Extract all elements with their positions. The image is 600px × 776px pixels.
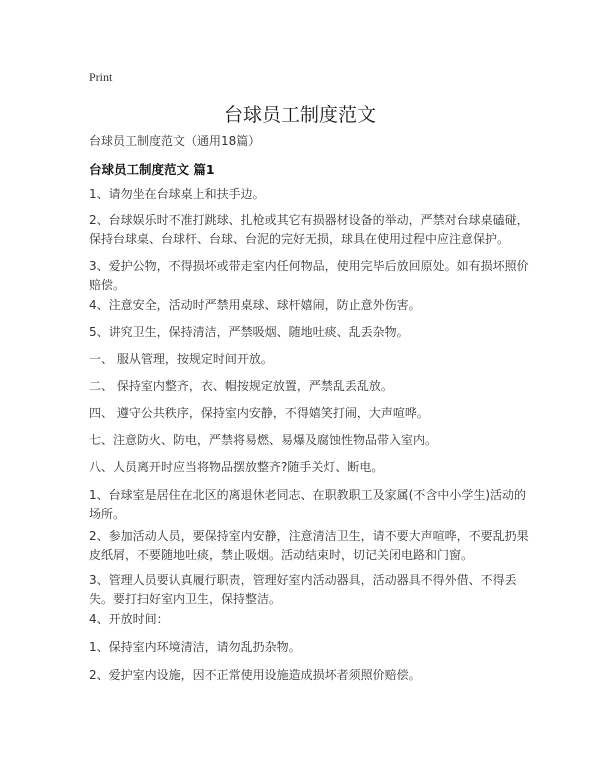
paragraph: 2、台球娱乐时不准打跳球、扎枪或其它有损器材设备的举动，严禁对台球桌磕碰，保持台球桌、台球杆、台球、台泥的完好无损，球具在使用过程中应注意保护。: [89, 213, 529, 246]
paragraph: 3、管理人员要认真履行职责，管理好室内活动器具，活动器具不得外借、不得丢失。要打扫好室内卫生，保持整洁。: [89, 573, 517, 606]
paragraph: 1、请勿坐在台球桌上和扶手边。: [89, 187, 265, 201]
print-link[interactable]: Print: [89, 70, 113, 84]
paragraph: 二、 保持室内整齐，衣、帽按规定放置，严禁乱丢乱放。: [89, 379, 393, 393]
paragraph: 5、讲究卫生，保持清洁，严禁吸烟、随地吐痰、乱丢杂物。: [89, 325, 409, 339]
paragraph: 七、注意防火、防电，严禁将易燃、易爆及腐蚀性物品带入室内。: [89, 433, 438, 447]
paragraph: 2、参加活动人员，要保持室内安静，注意清洁卫生，请不要大声喧哗，不要乱扔果皮纸屑，不要随地吐痰，禁止吸烟。活动结束时，切记关闭电路和门窗。: [89, 529, 529, 562]
paragraph: 一、 服从管理，按规定时间开放。: [89, 352, 273, 366]
paragraph: 八、人员离开时应当将物品摆放整齐?随手关灯、断电。: [89, 460, 384, 474]
paragraph: 1、保持室内环境清洁，请勿乱扔杂物。: [89, 640, 301, 654]
document-subtitle: 台球员工制度范文（通用18篇）: [89, 134, 261, 148]
paragraph: 3、爱护公物，不得损坏或带走室内任何物品，使用完毕后放回原处。如有损坏照价赔偿。: [89, 259, 529, 292]
paragraph: 2、爱护室内设施，因不正常使用设施造成损坏者须照价赔偿。: [89, 668, 421, 682]
page-title: 台球员工制度范文: [223, 104, 376, 126]
section-heading: 台球员工制度范文 篇1: [89, 162, 215, 177]
paragraph: 四、 遵守公共秩序，保持室内安静，不得嬉笑打闹，大声喧哗。: [89, 406, 429, 420]
paragraph: 4、开放时间：: [89, 612, 169, 626]
paragraph: 1、台球室是居住在北区的离退休老同志、在职教职工及家属(不含中小学生)活动的场所。: [89, 488, 527, 521]
paragraph: 4、注意安全，活动时严禁用桌球、球杆嬉闹，防止意外伤害。: [89, 298, 421, 312]
